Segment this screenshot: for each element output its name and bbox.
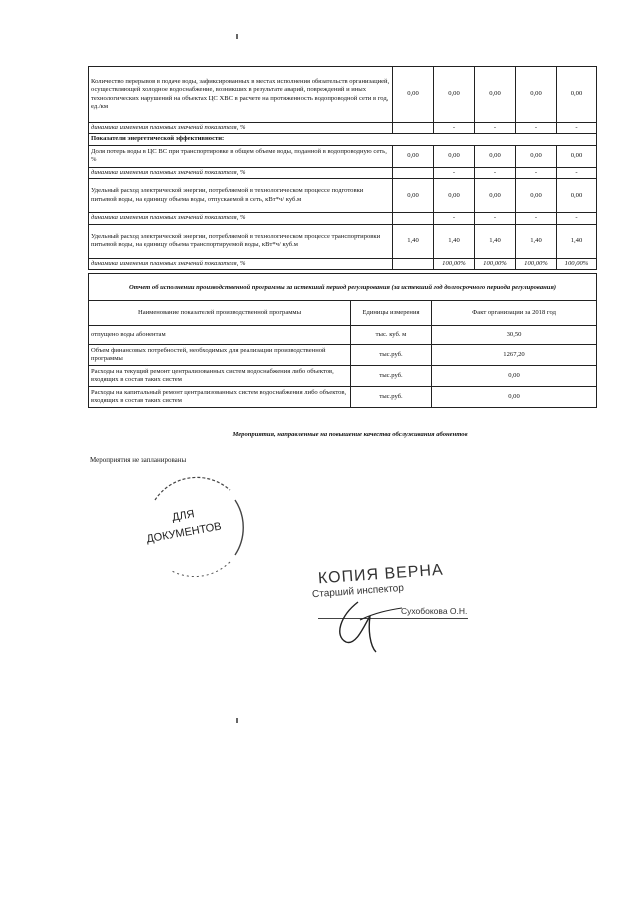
- table-row: [89, 134, 597, 145]
- indicator-value: 0,00: [475, 67, 516, 123]
- copy-certified-stamp: КОПИЯ ВЕРНА: [317, 561, 445, 588]
- scan-mark: [236, 34, 238, 39]
- dynamics-label: динамика изменения плановых значений показателя, %: [89, 213, 393, 224]
- indicator-value: 0,00: [393, 145, 434, 167]
- table-row: [89, 145, 597, 167]
- dynamics-label: динамика изменения плановых значений показателя, %: [89, 167, 393, 178]
- table-row: [89, 179, 597, 213]
- inspector-name: Сухобокова О.Н.: [401, 606, 468, 616]
- indicator-value: 0,00: [393, 67, 434, 123]
- table-row: [89, 224, 597, 258]
- dynamics-value: [393, 213, 434, 224]
- indicator-value: 0,00: [434, 145, 475, 167]
- report-indicator-name: Расходы на капитальный ремонт централизованных систем водоснабжения либо объектов, входящих в состав таких систем: [89, 387, 351, 408]
- stamp-line1: ДЛЯ: [171, 508, 196, 524]
- report-indicator-name: отпущено воды абонентам: [89, 326, 351, 345]
- dynamics-value: -: [434, 213, 475, 224]
- table-row: [89, 274, 597, 301]
- dynamics-value: -: [516, 123, 557, 134]
- report-unit: тыс.руб.: [351, 366, 432, 387]
- inspector-position: Старший инспектор: [311, 582, 405, 601]
- dynamics-value: -: [475, 123, 516, 134]
- dynamics-value: 100,00%: [475, 258, 516, 269]
- report-indicator-name: Объем финансовых потребностей, необходимых для реализации производственной программы: [89, 345, 351, 366]
- dynamics-value: -: [516, 213, 557, 224]
- dynamics-value: [393, 167, 434, 178]
- table-row: [89, 258, 597, 269]
- indicator-label: Доля потерь воды в ЦС ВС при транспортировке в общем объеме воды, поданной в водопроводную сеть, %: [89, 145, 393, 167]
- table-header-row: [89, 301, 597, 326]
- measures-heading: Мероприятия, направленные на повышение качества обслуживания абонентов: [232, 431, 468, 438]
- dynamics-value: 100,00%: [557, 258, 597, 269]
- dynamics-value: 100,00%: [516, 258, 557, 269]
- table-row: [89, 167, 597, 178]
- dynamics-value: -: [434, 167, 475, 178]
- indicator-value: 0,00: [475, 179, 516, 213]
- report-table: [88, 273, 597, 408]
- indicator-value: 1,40: [475, 224, 516, 258]
- indicators-table: [88, 66, 597, 270]
- table-row: [89, 67, 597, 123]
- dynamics-value: -: [475, 167, 516, 178]
- indicator-value: 0,00: [434, 179, 475, 213]
- dynamics-value: [393, 123, 434, 134]
- report-heading: Отчет об исполнении производственной программы за истекший период регулирования (за истекший год долгосрочного периода регулирования): [89, 274, 597, 301]
- dynamics-label: динамика изменения плановых значений показателя, %: [89, 258, 393, 269]
- indicator-value: 0,00: [557, 145, 597, 167]
- report-unit: тыс. куб. м: [351, 326, 432, 345]
- stamp-line2: ДОКУМЕНТОВ: [145, 520, 223, 546]
- measures-text: Мероприятия не запланированы: [90, 456, 187, 464]
- indicator-value: 0,00: [393, 179, 434, 213]
- dynamics-value: -: [434, 123, 475, 134]
- indicator-value: 0,00: [516, 179, 557, 213]
- dynamics-value: -: [557, 167, 597, 178]
- indicator-value: 0,00: [434, 67, 475, 123]
- table-row: [89, 345, 597, 366]
- dynamics-value: -: [557, 123, 597, 134]
- column-header: Единицы измерения: [351, 301, 432, 326]
- report-indicator-name: Расходы на текущий ремонт централизованных систем водоснабжения либо объектов, входящих в состав таких систем: [89, 366, 351, 387]
- section-heading: Показатели энергетической эффективности:: [89, 134, 597, 145]
- indicator-value: 1,40: [557, 224, 597, 258]
- table-row: [89, 213, 597, 224]
- report-fact: 1267,20: [432, 345, 597, 366]
- table-row: [89, 366, 597, 387]
- indicator-label: Количество перерывов в подаче воды, зафиксированных в местах исполнения обязательств организацией, осуществляющей холодное водоснабжение, возникших в результате аварий, повреждений и иных технологических нарушений на объектах ЦС ХВС в расчете на протяженность водопроводной сети в год, ед./км: [89, 67, 393, 123]
- indicator-value: 0,00: [516, 145, 557, 167]
- report-fact: 30,50: [432, 326, 597, 345]
- report-fact: 0,00: [432, 366, 597, 387]
- indicator-value: 1,40: [516, 224, 557, 258]
- indicator-value: 0,00: [475, 145, 516, 167]
- indicator-value: 0,00: [557, 67, 597, 123]
- report-unit: тыс.руб.: [351, 345, 432, 366]
- dynamics-value: -: [475, 213, 516, 224]
- indicator-label: Удельный расход электрической энергии, потребляемой в технологическом процессе транспортировки питьевой воды, на единицу объема транспортируемой воды, кВт*ч/ куб.м: [89, 224, 393, 258]
- dynamics-value: -: [516, 167, 557, 178]
- table-row: [89, 387, 597, 408]
- table-row: [89, 123, 597, 134]
- dynamics-value: 100,00%: [434, 258, 475, 269]
- indicator-value: 0,00: [516, 67, 557, 123]
- indicator-value: 1,40: [434, 224, 475, 258]
- report-unit: тыс.руб.: [351, 387, 432, 408]
- dynamics-value: [393, 258, 434, 269]
- column-header: Наименование показателей производственной программы: [89, 301, 351, 326]
- scan-mark: [236, 718, 238, 723]
- table-row: [89, 326, 597, 345]
- report-fact: 0,00: [432, 387, 597, 408]
- indicator-value: 1,40: [393, 224, 434, 258]
- handwritten-signature: [330, 596, 410, 656]
- indicator-value: 0,00: [557, 179, 597, 213]
- dynamics-label: динамика изменения плановых значений показателя, %: [89, 123, 393, 134]
- dynamics-value: -: [557, 213, 597, 224]
- column-header: Факт организации за 2018 год: [432, 301, 597, 326]
- indicator-label: Удельный расход электрической энергии, потребляемой в технологическом процессе подготовки питьевой воды, на единицу объема воды, отпускаемой в сеть, кВт*ч/ куб.м: [89, 179, 393, 213]
